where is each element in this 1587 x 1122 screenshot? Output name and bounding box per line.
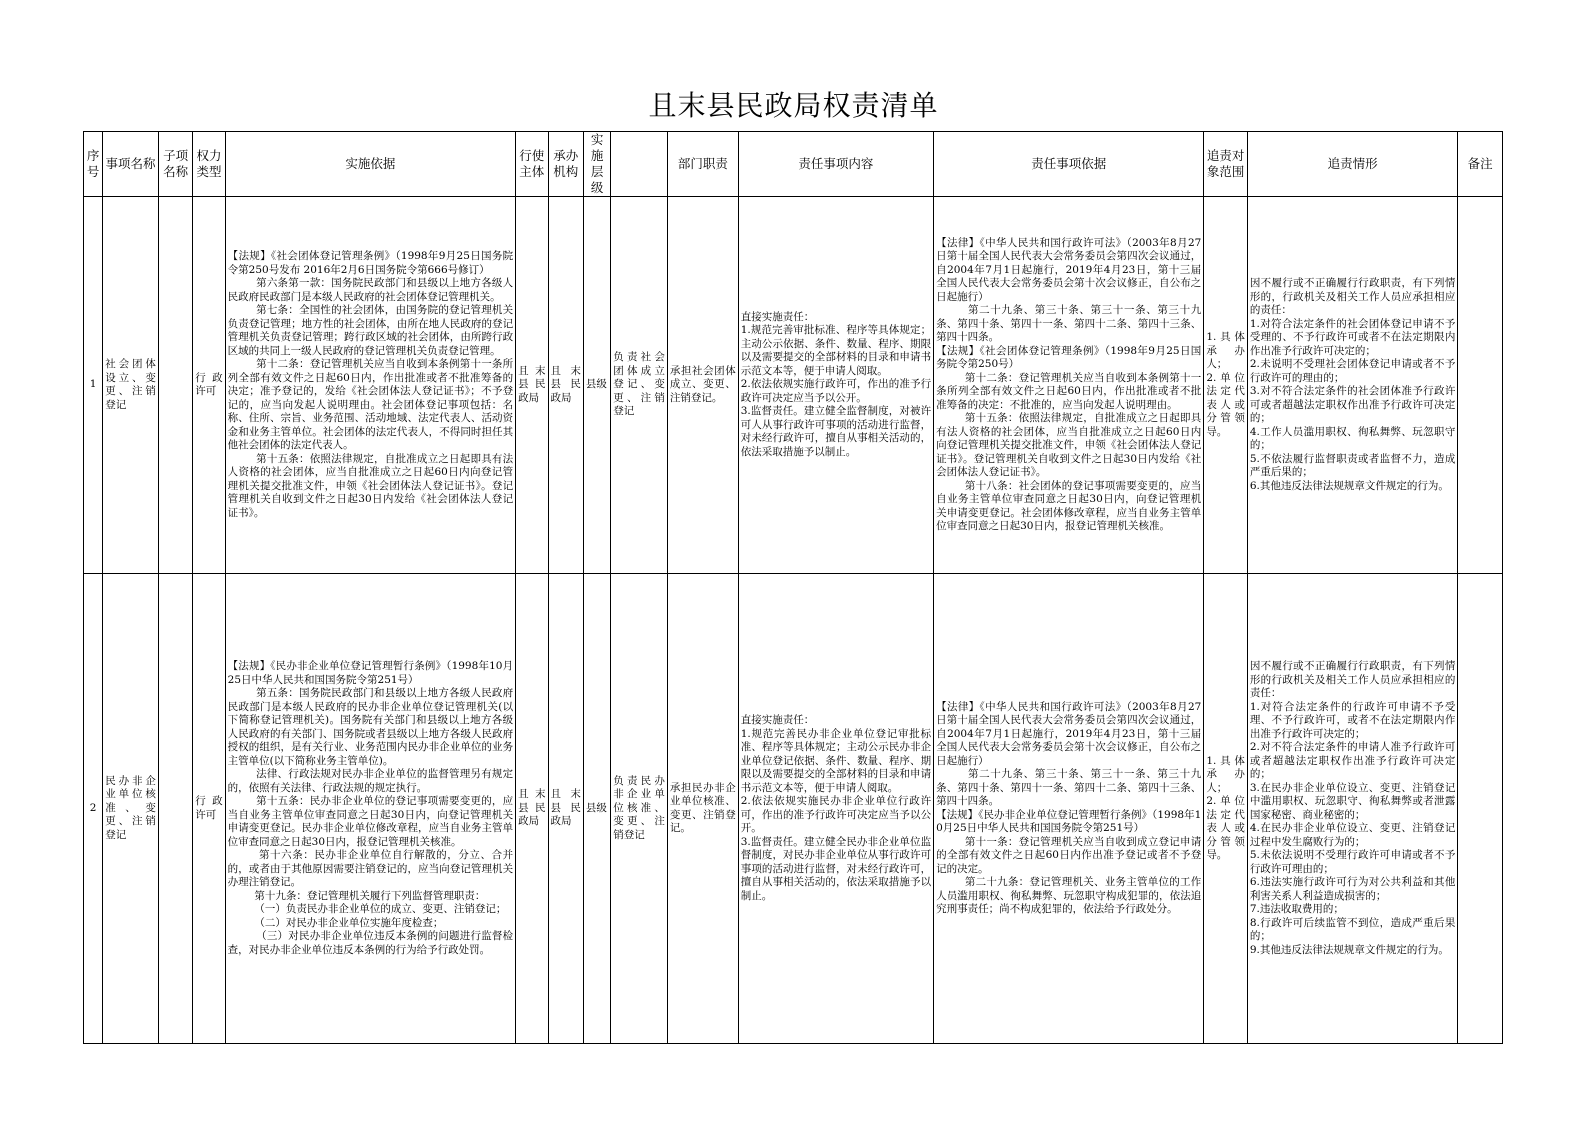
row-type: 行政许可	[193, 197, 225, 574]
row-subject: 且末县民政局	[516, 197, 548, 574]
row-org: 且末县民政局	[548, 197, 583, 574]
header-scope: 追责对象范围	[1204, 132, 1248, 197]
row-scope: 1.具体承办人； 2.单位法定代表人或分管领导。	[1204, 197, 1248, 574]
row-seq: 1	[84, 197, 103, 574]
responsibility-table	[83, 131, 1503, 1044]
row-scope: 1.具体承办人； 2.单位法定代表人或分管领导。	[1204, 574, 1248, 1044]
row-seq: 2	[84, 574, 103, 1044]
row-level: 县级	[583, 574, 610, 1044]
row-rbasis: 【法律】《中华人民共和国行政许可法》（2003年8月27日第十届全国人民代表大会常务委员会第四次会议通过，自2004年7月1日起施行，2019年4月23日，第十三届全国人民代表大会常务委员会第十次会议修正，自公布之日起施行） 第二十九条、第三十条、第三十一条、第三十九条、第四十条、第四十一条、第四十二条、第四十三条、第四十四条。 【法规】《社会团体登记管理条例》（1998年9月25日国务院令第250号） 第十二条：登记管理机关应当自收到本条例第十一条所列全部有效文件之日起60日内，作出批准或者不批准筹备的决定：不批准的，应当向发起人说明理由。 第十五条：依照法律规定，自批准成立之日起即具有法人资格的社会团体，应当自批准成立之日起60日内向登记管理机关提交批准文件，申领《社会团体法人登记证书》。登记管理机关自收到文件之日起30日内发给《社会团体法人登记证书》。 第十八条：社会团体的登记事项需要变更的，应当自业务主管单位审查同意之日起30日内，向登记管理机关申请变更登记。社会团体修改章程，应当自业务主管单位审查同意之日起30日内，报登记管理机关核准。	[934, 197, 1204, 574]
header-situation: 追责情形	[1247, 132, 1458, 197]
row-content: 直接实施责任： 1.规范完善审批标准、程序等具体规定；主动公示依据、条件、数量、程序、期限以及需要提交的全部材料的目录和申请书示范文本等，便于申请人阅取。 2.依法依规实施行政许可，作出的准予行政许可决定应当予以公开。 3.监督责任。建立健全监督制度，对被许可人从事行政许可事项的活动进行监督，对未经行政许可，擅自从事相关活动的，依法采取措施予以制止。	[738, 197, 933, 574]
row-dept-detail: 负责社会团体成立登记、变更、注销登记	[611, 197, 668, 574]
header-level: 实施层级	[583, 132, 610, 197]
row-basis: 【法规】《民办非企业单位登记管理暂行条例》（1998年10月25日中华人民共和国国务院令第251号） 第五条：国务院民政部门和县级以上地方各级人民政府民政部门是本级人民政府的民办非企业单位登记管理机关(以下简称登记管理机关)。国务院有关部门和县级以上地方各级人民政府的有关部门、国务院或者县级以上地方各级人民政府授权的组织，是有关行业、业务范围内民办非企业单位的业务主管单位(以下简称业务主管单位)。 法律、行政法规对民办非企业单位的监督管理另有规定的，依照有关法律、行政法规的规定执行。 第十五条：民办非企业单位的登记事项需要变更的，应当自业务主管单位审查同意之日起30日内，向登记管理机关申请变更登记。民办非企业单位修改章程，应当自业务主管单位审查同意之日起30日内，报登记管理机关核准。 第十六条：民办非企业单位自行解散的，分立、合并的，或者由于其他原因需要注销登记的，应当向登记管理机关办理注销登记。 第十九条：登记管理机关履行下列监督管理职责： （一）负责民办非企业单位的成立、变更、注销登记； （二）对民办非企业单位实施年度检查； （三）对民办非企业单位违反本条例的问题进行监督检查，对民办非企业单位违反本条例的行为给予行政处罚。	[225, 574, 515, 1044]
header-sub: 子项名称	[158, 132, 192, 197]
row-type: 行政许可	[193, 574, 225, 1044]
header-type: 权力类型	[193, 132, 225, 197]
row-content: 直接实施责任： 1.规范完善民办非企业单位登记审批标准、程序等具体规定；主动公示民办非企业单位登记依据、条件、数量、程序、期限以及需要提交的全部材料的目录和申请书示范文本等，便于申请人阅取。 2.依法依规实施民办非企业单位行政许可，作出的准予行政许可决定应当予以公开。 3.监督责任。建立健全民办非企业单位监督制度，对民办非企业单位从事行政许可事项的活动进行监督，对未经行政许可，擅自从事相关活动的，依法采取措施予以制止。	[738, 574, 933, 1044]
row-remark	[1458, 197, 1503, 574]
row-basis: 【法规】《社会团体登记管理条例》（1998年9月25日国务院令第250号发布 2016年2月6日国务院令第666号修订） 第六条第一款：国务院民政部门和县级以上地方各级人民政府民政部门是本级人民政府的社会团体登记管理机关。 第七条：全国性的社会团体，由国务院的登记管理机关负责登记管理；地方性的社会团体，由所在地人民政府的登记管理机关负责登记管理；跨行政区域的社会团体，由所跨行政区域的共同上一级人民政府的登记管理机关负责登记管理。 第十二条：登记管理机关应当自收到本条例第十一条所列全部有效文件之日起60日内，作出批准或者不批准筹备的决定；准予登记的，发给《社会团体法人登记证书》；不予登记的，应当向发起人说明理由。社会团体登记事项包括：名称、住所、宗旨、业务范围、活动地域、法定代表人、活动资金和业务主管单位。社会团体的法定代表人，不得同时担任其他社会团体的法定代表人。 第十五条：依照法律规定，自批准成立之日起即具有法人资格的社会团体，应当自批准成立之日起60日内向登记管理机关提交批准文件，申领《社会团体法人登记证书》。登记管理机关自收到文件之日起30日内发给《社会团体法人登记证书》。	[225, 197, 515, 574]
header-blank	[611, 132, 668, 197]
header-org: 承办机构	[548, 132, 583, 197]
row-dept-detail: 负责民办非企业单位核准、变更、注销登记	[611, 574, 668, 1044]
row-sub	[158, 197, 192, 574]
row-sub	[158, 574, 192, 1044]
row-subject: 且末县民政局	[516, 574, 548, 1044]
header-row	[84, 132, 1503, 197]
row-org: 且末县民政局	[548, 574, 583, 1044]
row-remark	[1458, 574, 1503, 1044]
row-rbasis: 【法律】《中华人民共和国行政许可法》（2003年8月27日第十届全国人民代表大会常务委员会第四次会议通过，自2004年7月1日起施行，2019年4月23日，第十三届全国人民代表大会常务委员会第十次会议修正，自公布之日起施行） 第二十九条、第三十条、第三十一条、第三十九条、第四十条、第四十一条、第四十二条、第四十三条、第四十四条。 【法规】《民办非企业单位登记管理暂行条例》（1998年10月25日中华人民共和国国务院令第251号） 第十一条：登记管理机关应当自收到成立登记申请的全部有效文件之日起60日内作出准予登记或者不予登记的决定。 第二十九条：登记管理机关、业务主管单位的工作人员滥用职权、徇私舞弊、玩忽职守构成犯罪的，依法追究刑事责任；尚不构成犯罪的，依法给予行政处分。	[934, 574, 1204, 1044]
row-dept: 承担民办非企业单位核准、变更、注销登记。	[667, 574, 738, 1044]
header-rbasis: 责任事项依据	[934, 132, 1204, 197]
row-item: 社会团体设立、变更、注销登记	[103, 197, 159, 574]
header-content: 责任事项内容	[738, 132, 933, 197]
header-dept: 部门职责	[667, 132, 738, 197]
table-row	[84, 197, 1503, 574]
row-situation: 因不履行或不正确履行行政职责，有下列情形的，行政机关及相关工作人员应承担相应的责任： 1.对符合法定条件的社会团体登记申请不予受理的、不予行政许可或者不在法定期限内作出准予行政许可决定的； 2.未说明不受理社会团体登记申请或者不予行政许可的理由的； 3.对不符合法定条件的社会团体准予行政许可或者超越法定职权作出准予行政许可决定的； 4.工作人员滥用职权、徇私舞弊、玩忽职守的； 5.不依法履行监督职责或者监督不力，造成严重后果的； 6.其他违反法律法规规章文件规定的行为。	[1247, 197, 1458, 574]
row-situation: 因不履行或不正确履行行政职责，有下列情形的行政机关及相关工作人员应承担相应的责任： 1.对符合法定条件的行政许可申请不予受理、不予行政许可，或者不在法定期限内作出准予行政许可决定的； 2.对不符合法定条件的申请人准予行政许可或者超越法定职权作出准予行政许可决定的； 3.在民办非企业单位设立、变更、注销登记中滥用职权、玩忽职守、徇私舞弊或者泄露国家秘密、商业秘密的； 4.在民办非企业单位设立、变更、注销登记过程中发生腐败行为的； 5.未依法说明不受理行政许可申请或者不予行政许可理由的； 6.违法实施行政许可行为对公共利益和其他利害关系人利益造成损害的； 7.违法收取费用的； 8.行政许可后续监管不到位，造成严重后果的； 9.其他违反法律法规规章文件规定的行为。	[1247, 574, 1458, 1044]
header-remark: 备注	[1458, 132, 1503, 197]
row-item: 民办非企业单位核准、变更、注销登记	[103, 574, 159, 1044]
page-title: 且末县民政局权责清单	[648, 89, 939, 122]
table-row	[84, 574, 1503, 1044]
header-item: 事项名称	[103, 132, 159, 197]
row-level: 县级	[583, 197, 610, 574]
header-subject: 行使主体	[516, 132, 548, 197]
row-dept: 承担社会团体成立、变更、注销登记。	[667, 197, 738, 574]
header-basis: 实施依据	[225, 132, 515, 197]
header-seq: 序号	[84, 132, 103, 197]
